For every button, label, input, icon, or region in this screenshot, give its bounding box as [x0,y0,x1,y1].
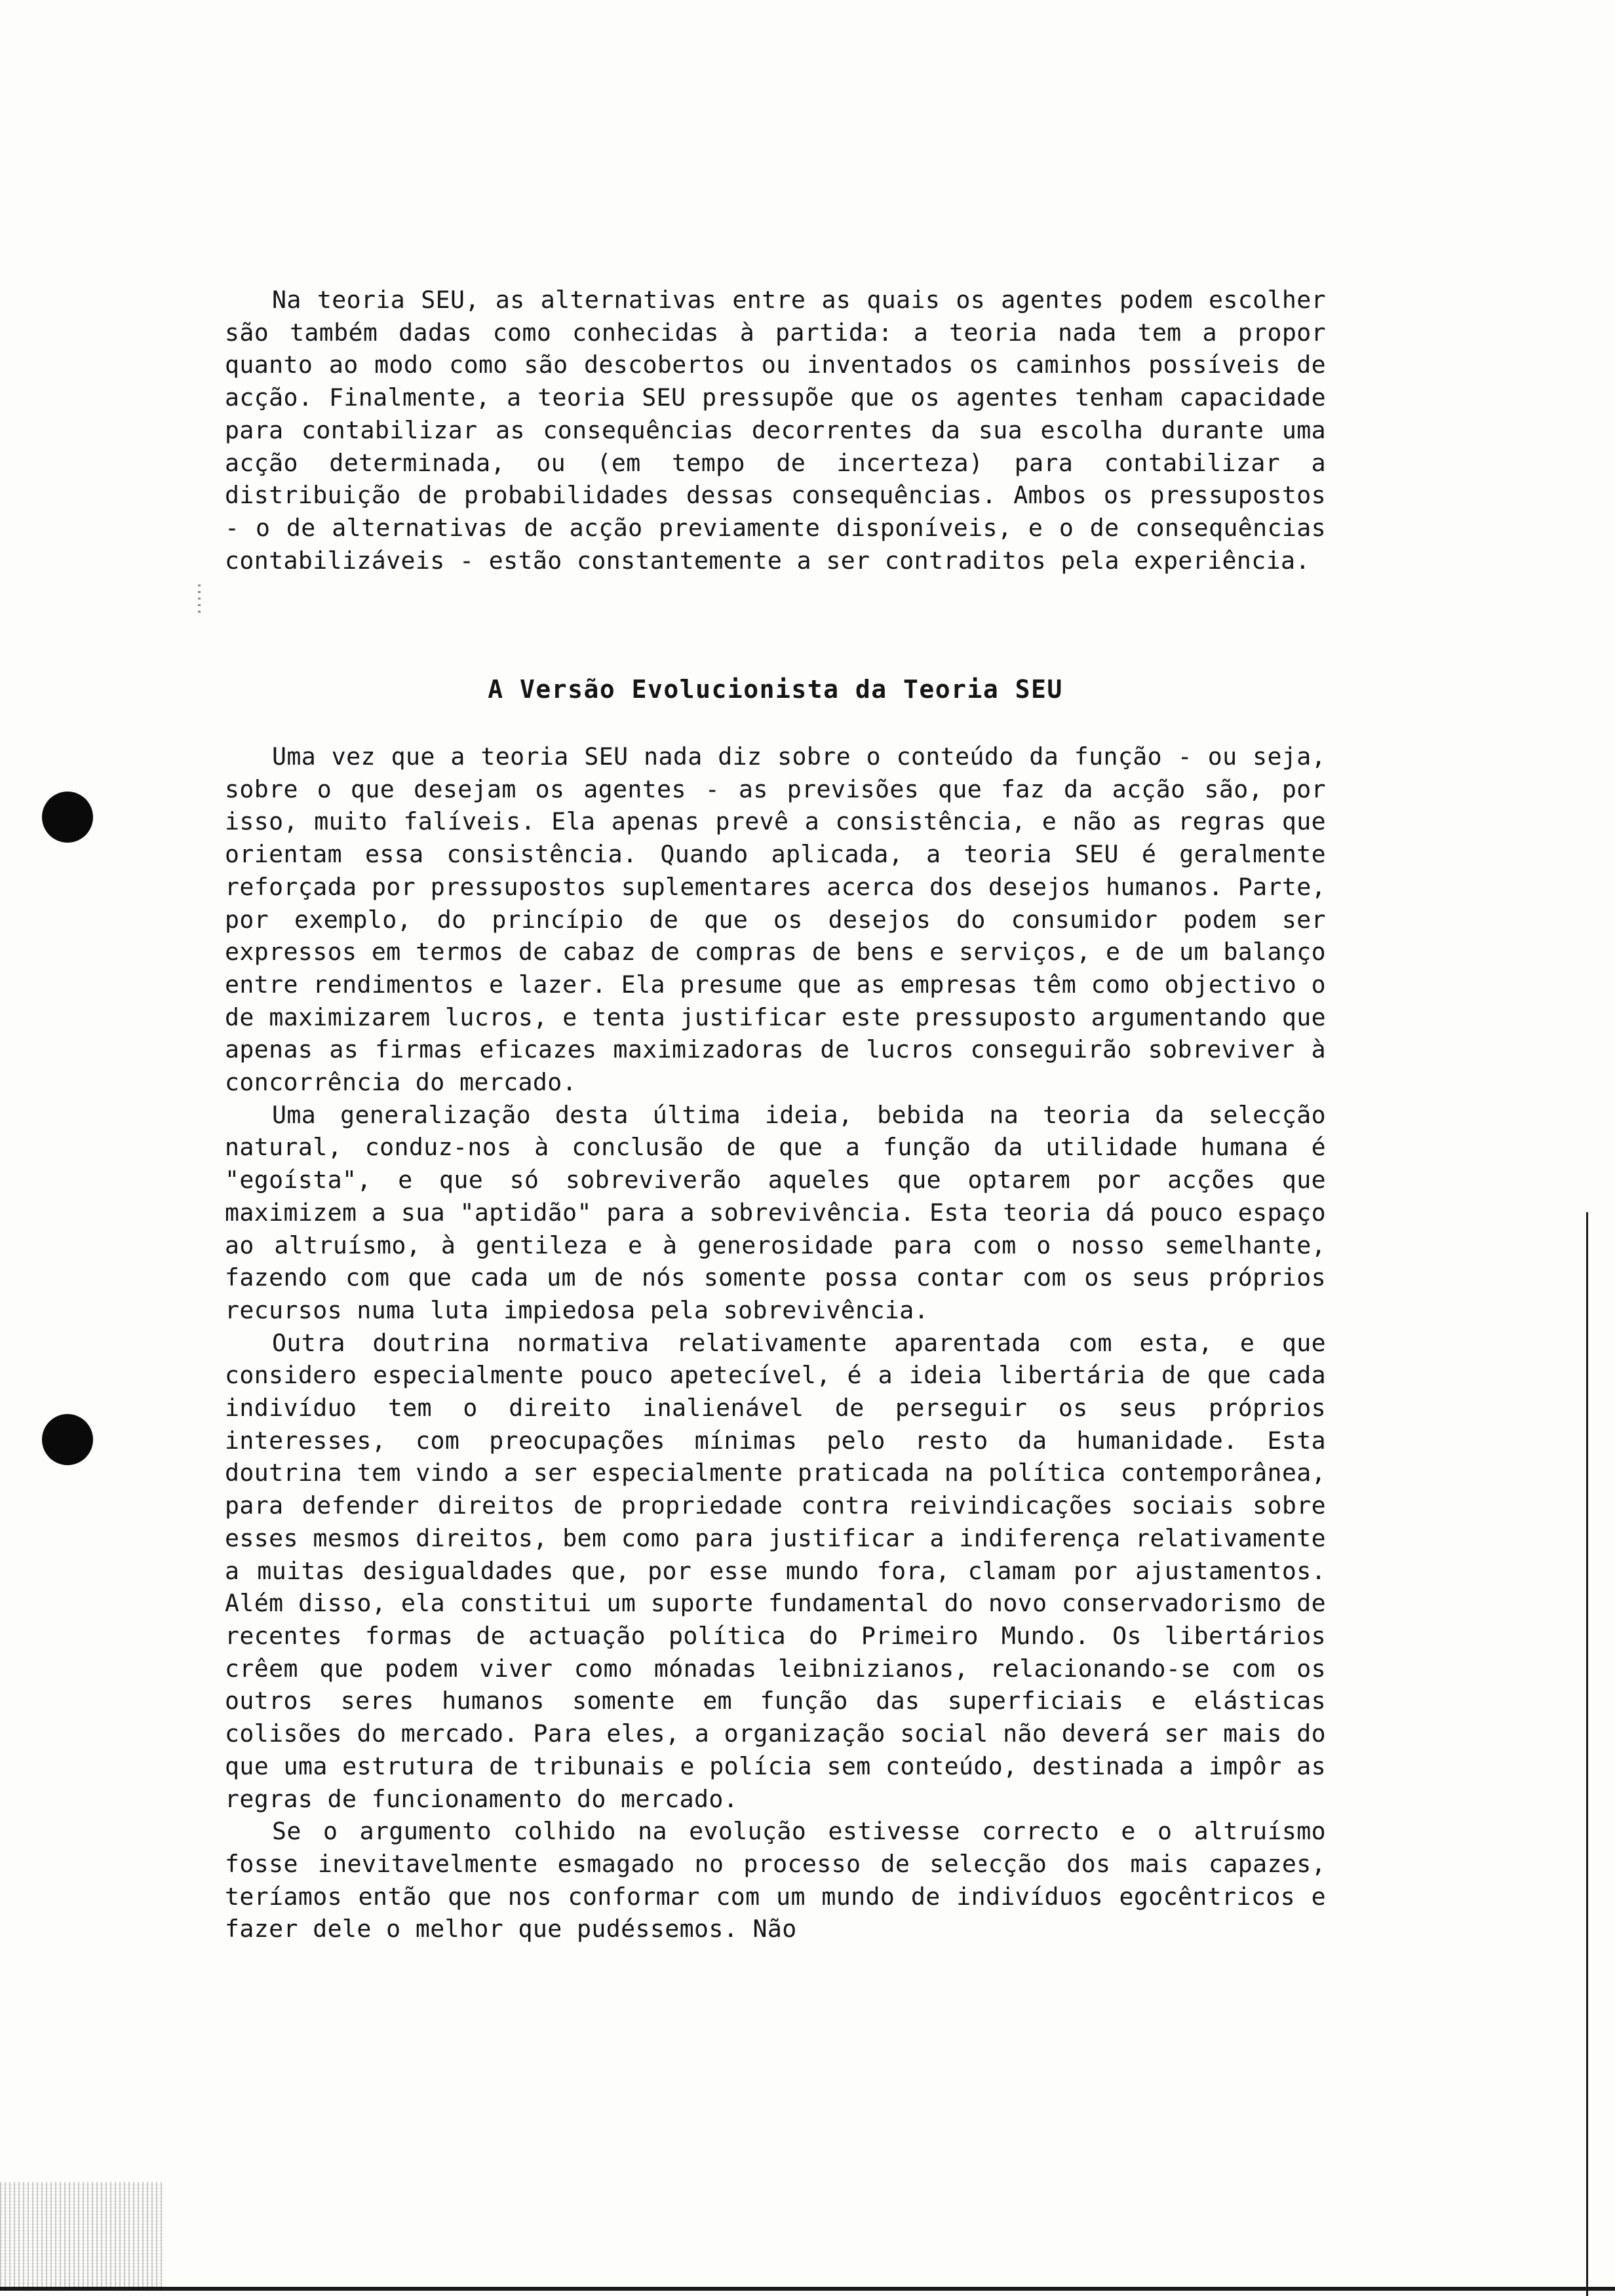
intro-paragraph: Na teoria SEU, as alternativas entre as quais os agentes podem escolher são também dadas como conhecidas à partida: a teoria nada tem a propor quanto ao modo como são descobertos ou inventados os caminhos possíveis de acção. Finalmente, a teoria SEU pressupõe que os agentes tenham capacidade para contabilizar as consequências decorrentes da sua escolha durante uma acção determinada, ou (em tempo de incerteza) para contabilizar a distribuição de probabilidades dessas consequências. Ambos os pressupostos - o de alternativas de acção previamente disponíveis, e o de consequências contabilizáveis - estão constantemente a ser contraditos pela experiência. [225,286,1326,575]
paragraph: Uma vez que a teoria SEU nada diz sobre o conteúdo da função - ou seja, sobre o que desejam os agentes - as previsões que faz da acção são, por isso, muito falíveis. Ela apenas prevê a consistência, e não as regras que orientam essa consistência. Quando aplicada, a teoria SEU é geralmente reforçada por pressupostos suplementares acerca dos desejos humanos. Parte, por exemplo, do princípio de que os desejos do consumidor podem ser expressos em termos de cabaz de compras de bens e serviços, e de um balanço entre rendimentos e lazer. Ela presume que as empresas têm como objectivo o de maximizarem lucros, e tenta justificar este pressuposto argumentando que apenas as firmas eficazes maximizadoras de lucros conseguirão sobreviver à concorrência do mercado. [225,742,1326,1097]
punch-hole [42,1414,93,1465]
paragraph: Se o argumento colhido na evolução estivesse correcto e o altruísmo fosse inevitavelmente esmagado no processo de selecção dos mais capazes, teríamos então que nos conformar com um mundo de indivíduos egocêntricos e fazer dele o melhor que pudéssemos. Não [225,1817,1326,1943]
body-text [225,740,1326,1945]
scan-artifact [0,2182,164,2290]
intro-text [225,284,1326,577]
page-edge-bottom [0,2287,1615,2291]
section-title: A Versão Evolucionista da Teoria SEU [488,675,1063,704]
page-edge-right [1586,1212,1588,2296]
paragraph: Outra doutrina normativa relativamente aparentada com esta, e que considero especialmente pouco apetecível, é a ideia libertária de que cada indivíduo tem o direito inalienável de perseguir os seus próprios interesses, com preocupações mínimas pelo resto da humanidade. Esta doutrina tem vindo a ser especialmente praticada na política contemporânea, para defender direitos de propriedade contra reivindicações sociais sobre esses mesmos direitos, bem como para justificar a indiferença relativamente a muitas desigualdades que, por esse mundo fora, clamam por ajustamentos. Além disso, ela constitui um suporte fundamental do novo conservadorismo de recentes formas de actuação política do Primeiro Mundo. Os libertários crêem que podem viver como mónadas leibnizianos, relacionando-se com os outros seres humanos somente em função das superficiais e elásticas colisões do mercado. Para eles, a organização social não deverá ser mais do que uma estrutura de tribunais e polícia sem conteúdo, destinada a impôr as regras de funcionamento do mercado. [225,1328,1326,1813]
punch-hole [42,792,93,843]
margin-mark [198,580,201,613]
paragraph: Uma generalização desta última ideia, bebida na teoria da selecção natural, conduz-nos à conclusão de que a função da utilidade humana é "egoísta", e que só sobreviverão aqueles que optarem por acções que maximizem a sua "aptidão" para a sobrevivência. Esta teoria dá pouco espaço ao altruísmo, à gentileza e à generosidade para com o nosso semelhante, fazendo com que cada um de nós somente possa contar com os seus próprios recursos numa luta impiedosa pela sobrevivência. [225,1100,1326,1324]
